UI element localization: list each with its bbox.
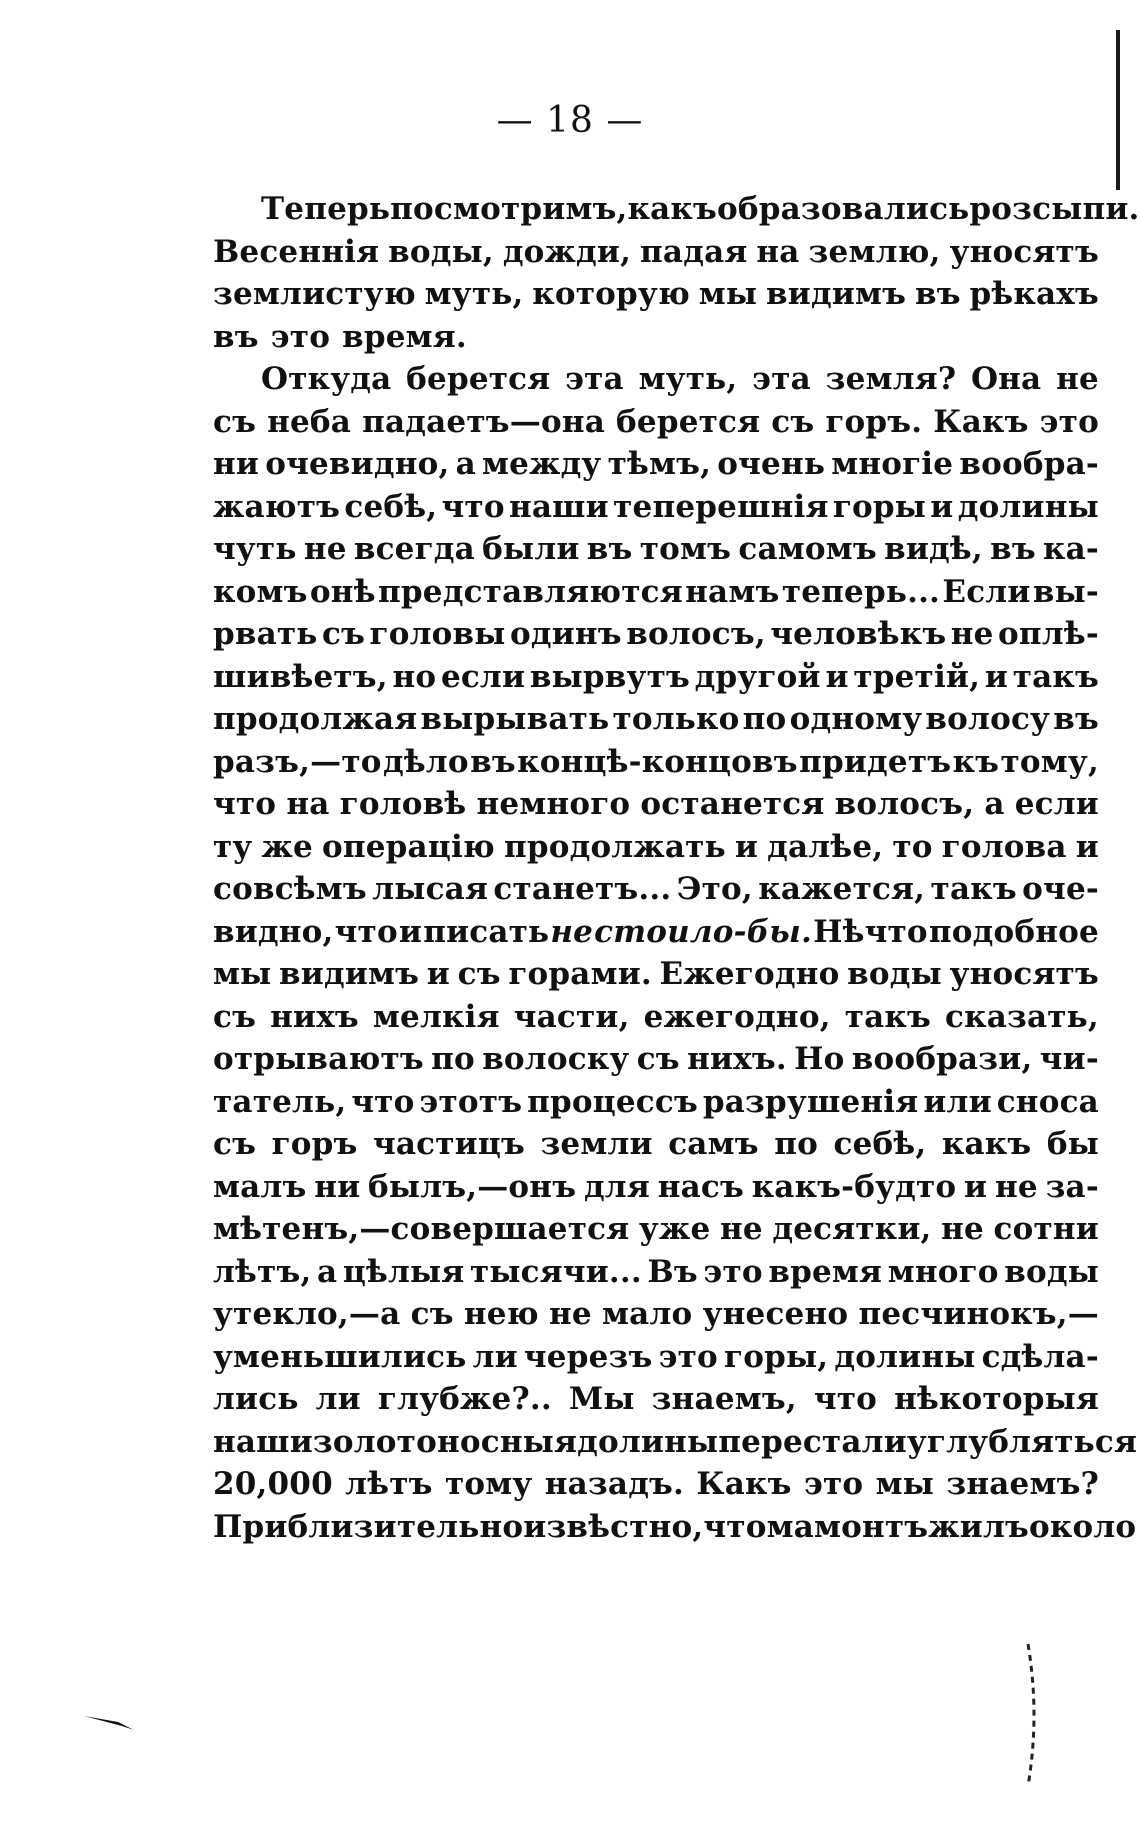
word: головѣ [339,786,467,822]
word: что [813,1381,878,1417]
text-line [213,1336,1099,1379]
word: томъ [639,531,732,567]
text-line [213,443,1099,486]
word: углубляться [906,1423,1138,1460]
word: на [286,786,330,822]
text-line [213,571,1099,614]
word: мы [213,956,272,992]
word: муть, [638,361,738,397]
word: то [892,828,933,865]
text-line [213,1378,1099,1421]
word: малъ [213,1168,307,1205]
word: мы [875,1466,935,1502]
text-line [213,911,1099,954]
word: по [774,1126,818,1162]
word: мало [602,1296,693,1332]
word: насъ [657,1168,744,1205]
word: самомъ [738,531,877,567]
word: мелкія [372,998,500,1035]
word: вырывать [420,701,610,737]
word: перестали [718,1423,907,1460]
word: воды [847,956,942,992]
word: вообра- [959,446,1099,482]
word: извѣстно, [523,1508,704,1545]
text-line [213,1506,1137,1549]
word: это [803,1466,864,1502]
text-line [213,996,1099,1039]
word: продолжать [503,828,726,865]
text-line [213,528,1099,571]
word: нихъ. [687,1041,787,1077]
word: землю, [808,233,941,270]
text-line [213,1081,1099,1124]
word: теперешнія [613,488,829,525]
word: и [825,658,849,695]
word: тому [444,1466,533,1502]
word: какъ [941,1126,1032,1162]
word: человѣкъ [770,616,947,652]
word: подобное [928,913,1099,950]
word: одинъ [509,616,622,652]
word: песчинокъ,— [858,1296,1099,1332]
word: вы- [1032,573,1099,610]
text-line [213,783,1099,826]
word: ту [213,828,253,865]
word: эта [752,361,811,397]
word: частицъ [373,1126,525,1162]
word: ежегодно, [643,998,831,1035]
word: уже [638,1211,711,1247]
word: ли [472,1338,518,1375]
word: горъ. [825,403,923,440]
word: самъ [668,1126,759,1162]
word: себѣ, [833,1126,927,1162]
word: видимъ [766,276,907,312]
word: операцію [321,828,495,865]
word: берется [616,403,761,440]
word: Это, [676,871,753,907]
word: время. [342,318,467,355]
word: ни [314,1168,361,1205]
word: не [994,1168,1038,1205]
word: цѣлыя [342,1253,465,1290]
word: вообрази, [851,1041,1033,1077]
word: около [1029,1508,1137,1545]
word: мы [698,276,758,312]
word: нѣкоторыя [894,1381,1099,1417]
text-line [213,1038,1099,1081]
word: волосъ, [626,616,766,652]
word: такъ [1012,658,1099,695]
text-line [213,1208,1099,1251]
word: это [1039,403,1099,440]
word: земли [540,1126,653,1162]
word: и [398,913,423,950]
text-line [213,401,1099,444]
word: какъ [627,191,718,227]
word: другой [694,658,821,695]
text-line [213,1463,1099,1506]
word: одному [789,701,923,737]
word: Приблизительно [213,1508,524,1545]
word: писать [423,913,550,950]
word: только [612,701,740,737]
text-line [213,953,1099,996]
word: Ежегодно [659,956,840,992]
word: всегда [353,531,475,567]
word: уносятъ [949,956,1099,992]
word: сказать, [945,998,1099,1035]
word: не [1056,361,1099,397]
word: какъ-будто [751,1168,957,1205]
word: падая [640,233,748,270]
word: головы [369,616,506,652]
word: оплѣ- [998,616,1099,652]
word: унесено [702,1296,849,1332]
word: стоило-бы. [594,913,813,950]
word: образовались [717,191,970,227]
word: долины [834,1338,976,1375]
word: что [213,786,277,822]
word: и [1075,828,1099,865]
text-line [213,656,1099,699]
word: и [734,828,759,865]
text-line [213,231,1099,274]
word: ни [213,446,260,482]
text-line [213,868,1099,911]
word: дѣло [382,743,469,780]
word: въ [990,531,1036,567]
word: съ [322,616,366,652]
word: жаютъ [213,488,341,525]
word: съ [213,403,257,440]
word: были [482,531,580,567]
word: голова [941,828,1067,865]
word: берется [406,361,551,397]
word: что [441,488,505,525]
word: и [984,658,1009,695]
text-line [213,741,1099,784]
word: не [303,531,347,567]
word: наши [213,1423,313,1460]
word: въ [470,743,516,780]
word: далѣе, [767,828,884,865]
word: земля? [825,361,957,397]
word: эта [565,361,624,397]
word: утекло,—а [213,1296,401,1332]
word: въ [1053,701,1099,737]
word: такъ [844,998,931,1035]
text-line [213,1251,1099,1294]
text-line [213,273,1099,316]
word: это [703,1253,763,1290]
word: былъ,—онъ [368,1168,577,1205]
word: продолжая [213,701,418,737]
word: золотоносныя [312,1423,578,1460]
word: мамонтъ [766,1508,929,1545]
word: Теперь [261,191,391,227]
word: знаемъ, [651,1381,797,1417]
word: если [440,658,526,695]
word: шивѣетъ, [213,658,388,695]
page-number: — 18 — [496,100,644,141]
word: для [583,1168,650,1205]
text-line [213,358,1099,401]
word: кажется, [758,871,926,907]
word: Мы [568,1381,635,1417]
word: жилъ [928,1508,1030,1545]
word: десятки, [772,1211,932,1247]
word: части, [513,998,630,1035]
word: сотни [993,1211,1099,1247]
word: за- [1045,1168,1099,1205]
word: что [351,1083,415,1120]
word: и [964,1168,988,1205]
word: съ [410,1296,454,1332]
word: не [950,616,994,652]
word: горъ [271,1126,358,1162]
word: что [703,1508,767,1545]
word: себѣ, [344,488,438,525]
word: съ [771,403,815,440]
word: сдѣла- [981,1338,1099,1375]
word: рвать [213,616,318,652]
word: не [550,913,594,950]
word: разрушенія [702,1083,919,1120]
text-line [213,1293,1099,1336]
word: которую [532,276,690,312]
word: черезъ [523,1338,653,1375]
word: горами. [508,956,652,992]
edge-bracket-mark [1024,1640,1048,1790]
word: волосъ, [834,786,975,822]
word: немного [476,786,631,822]
word: это [658,1338,718,1375]
word: съ [213,1126,257,1162]
word: воды [1004,1253,1099,1290]
word: или [923,1083,992,1120]
word: Нѣчто [813,913,928,950]
word: это [270,318,331,355]
word: такъ [930,871,1017,907]
word: придетъ [799,743,952,780]
text-line [213,698,1099,741]
word: Какъ [696,1466,792,1502]
word: розсыпи. [969,191,1140,227]
word: къ [952,743,1000,780]
word: ли [315,1381,361,1417]
word: уносятъ [949,233,1099,270]
word: неба [267,403,352,440]
word: Она [970,361,1042,397]
word: Откуда [261,361,392,397]
ink-mark [82,1712,138,1732]
word: вырвутъ [529,658,690,695]
text-line [213,1166,1099,1209]
word: и [930,488,954,525]
word: волоску [482,1041,630,1077]
word: много [887,1253,999,1290]
word: по [742,701,787,737]
word: съ [636,1041,680,1077]
word: не [941,1211,984,1247]
word: рѣкахъ [969,276,1099,312]
word: и [426,956,450,992]
word: тѣмъ, [607,446,712,482]
word: по [431,1041,475,1077]
word: уменьшились [213,1338,467,1375]
word: назадъ. [544,1466,685,1502]
text-line [213,316,1099,359]
word: разъ,—то [213,743,382,780]
word: но [392,658,437,695]
word: очень [717,446,826,482]
word: не [548,1296,592,1332]
word: а [984,786,1005,822]
word: процессъ [527,1083,698,1120]
word: время [768,1253,883,1290]
word: ка- [1043,531,1099,567]
word: что [334,913,398,950]
word: видимъ [279,956,420,992]
word: долины [957,488,1099,525]
word: комъ [213,573,308,610]
word: землистую [213,276,416,312]
word: концѣ-концовъ [517,743,798,780]
word: долины [577,1423,719,1460]
word: онѣ [309,573,376,610]
word: горы [832,488,927,525]
word: падаетъ—она [362,403,605,440]
word: глубже?.. [377,1381,552,1417]
word: дожди, [502,233,632,270]
word: третій, [853,658,981,695]
word: воды, [388,233,494,270]
text-line [213,188,1140,231]
word: горы, [724,1338,829,1375]
word: Въ [647,1253,698,1290]
word: теперь... [781,573,941,610]
word: въ [914,276,961,312]
word: съ [457,956,501,992]
word: очевидно, [265,446,450,482]
word: наши [508,488,609,525]
word: лѣтъ [345,1466,433,1502]
word: если [1014,786,1099,822]
word: въ [213,318,259,355]
word: бы [1046,1126,1099,1162]
word: Весеннія [213,233,380,270]
word: видно, [213,913,334,950]
word: останется [640,786,825,822]
word: многіе [831,446,954,482]
word: совсѣмъ [213,871,367,907]
word: нею [463,1296,539,1332]
word: чи- [1039,1041,1099,1077]
word: чуть [213,531,297,567]
text-line [213,486,1099,529]
word: сноса [996,1083,1099,1120]
word: волосу [925,701,1051,737]
text-line [213,613,1099,656]
word: на [756,233,800,270]
word: нихъ [270,998,359,1035]
word: въ [586,531,633,567]
word: между [482,446,602,482]
word: а [455,446,476,482]
word: тому, [1000,743,1099,780]
word: муть, [424,276,524,312]
word: знаемъ? [946,1466,1099,1502]
text-line [213,1123,1099,1166]
word: а [317,1253,338,1290]
word: татель, [213,1083,347,1120]
word: съ [213,998,257,1035]
text-line [213,826,1099,869]
word: посмотримъ, [390,191,628,227]
word: Но [794,1041,845,1077]
word: 20,000 [213,1466,333,1502]
word: лѣтъ, [213,1253,312,1290]
word: лись [213,1381,299,1417]
text-line [213,1421,1138,1464]
word: не [719,1211,763,1247]
word: же [261,828,313,865]
word: Если [942,573,1031,610]
word: отрываютъ [213,1041,424,1077]
word: Какъ [933,403,1029,440]
word: этотъ [419,1083,523,1120]
word: намъ [685,573,780,610]
word: представляются [378,573,683,610]
word: мѣтенъ,—совершается [213,1211,630,1247]
word: видѣ, [884,531,983,567]
word: оче- [1022,871,1099,907]
word: лысая [372,871,489,907]
word: тысячи... [469,1253,642,1290]
body-text [213,188,1140,1548]
word: станетъ... [493,871,672,907]
